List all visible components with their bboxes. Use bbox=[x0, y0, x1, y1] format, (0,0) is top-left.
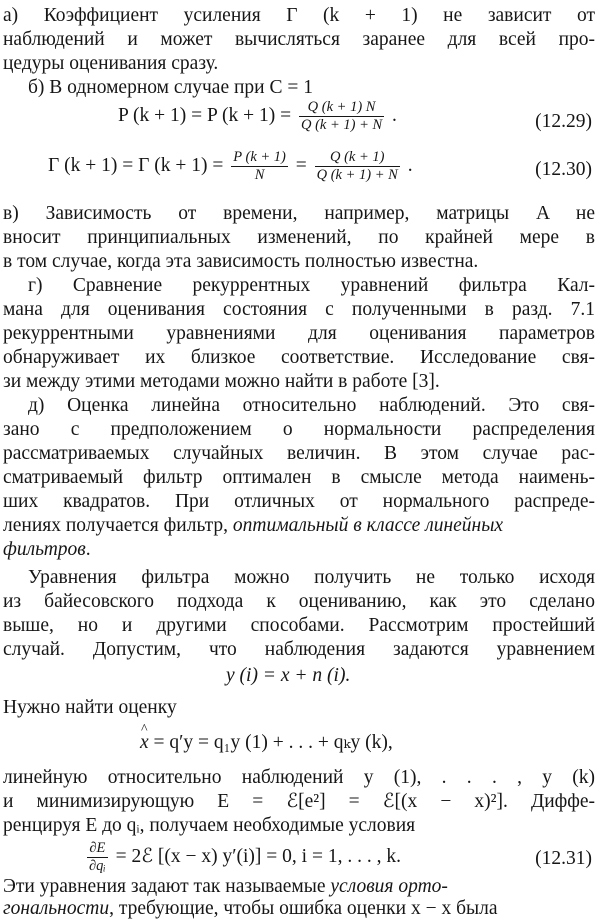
equation-12-31 bbox=[84, 840, 401, 875]
text-line: Нужно найти оценку bbox=[3, 697, 177, 718]
text-span: лениях получается фильтр, bbox=[3, 515, 228, 536]
text-line bbox=[3, 514, 503, 538]
italic-phrase: фильтров bbox=[3, 539, 86, 560]
eq-lhs: P (k + 1) = P (k + 1) = bbox=[118, 104, 292, 126]
text-line: вносит принципиальных изменений, по крайней мере в bbox=[3, 227, 595, 248]
text-line bbox=[3, 875, 448, 899]
text-span: . bbox=[85, 539, 91, 560]
equation-number: (12.31) bbox=[535, 848, 592, 869]
fraction-numerator: Q (k + 1) N bbox=[307, 99, 376, 115]
text-line: цедуры оценивания сразу. bbox=[3, 53, 219, 74]
text-line: ренцируя E до qᵢ, получаем необходимые условия bbox=[3, 815, 416, 836]
text-line: случай. Допустим, что наблюдения задаются уравнением bbox=[3, 639, 595, 660]
text-line: обнаруживает их близкое соответствие. Исследование свя- bbox=[3, 347, 595, 368]
text-line: д) Оценка линейна относительно наблюдений. Это свя- bbox=[28, 395, 595, 416]
text-line: зи между этими методами можно найти в работе [3]. bbox=[3, 371, 440, 392]
fraction-numerator: Q (k + 1) bbox=[329, 149, 385, 165]
fraction-denominator: N bbox=[231, 166, 288, 184]
eq-tail: . bbox=[407, 154, 413, 176]
x-hat: ^ x bbox=[140, 731, 149, 755]
fraction-numerator: ∂E bbox=[89, 840, 106, 856]
text-line: Уравнения фильтра можно получить не только исходя bbox=[28, 567, 595, 588]
fraction bbox=[315, 149, 400, 184]
eq-tail: . bbox=[392, 104, 397, 126]
text-line: рекуррентными уравнениями для оценивания параметров bbox=[3, 323, 595, 344]
fraction-numerator: P (k + 1) bbox=[233, 149, 286, 165]
equation-number: (12.30) bbox=[535, 159, 592, 180]
text-line: в том случае, когда эта зависимость полностью известна. bbox=[3, 251, 479, 272]
equation-number: (12.29) bbox=[535, 111, 592, 132]
eq-rhs: = q′y = q₁y (1) + . . . + qₖy (k), bbox=[153, 732, 393, 753]
text-line: ших квадратов. При отличных от нормального распреде- bbox=[3, 491, 595, 512]
fraction bbox=[299, 99, 384, 134]
fraction bbox=[231, 149, 288, 184]
text-line: г) Сравнение рекуррентных уравнений фильтра Кал- bbox=[28, 275, 595, 296]
equation-estimate bbox=[140, 731, 393, 755]
eq-lhs: Γ (k + 1) = Γ (k + 1) = bbox=[48, 154, 224, 176]
text-line: сматриваемый фильтр оптимален в смысле метода наимень- bbox=[3, 467, 595, 488]
italic-phrase: условия орто- bbox=[330, 876, 448, 897]
fraction-denominator: ∂qᵢ bbox=[89, 858, 106, 874]
text-line: рассматриваемых случайных величин. В этом случае рас- bbox=[3, 443, 595, 464]
text-line: и минимизирующую E = ℰ[e²] = ℰ[(x − x)²]. Диффе- bbox=[3, 791, 595, 812]
text-line: наблюдений и может вычисляться заранее для всей про- bbox=[3, 29, 595, 50]
text-line: б) В одномерном случае при C = 1 bbox=[28, 77, 313, 98]
equation-12-29 bbox=[118, 99, 397, 134]
italic-phrase: оптимальный в классе линейных bbox=[232, 515, 504, 536]
text-line bbox=[3, 897, 498, 921]
text-span: , требующие, чтобы ошибка оценки x − x была bbox=[109, 898, 498, 919]
text-line: линейную относительно наблюдений y (1), . . . , y (k) bbox=[3, 767, 595, 788]
equation-12-30 bbox=[48, 149, 413, 184]
text-line: мана для оценивания состояния с полученными в разд. 7.1 bbox=[3, 299, 595, 320]
text-line: а) Коэффициент усиления Γ (k + 1) не зависит от bbox=[3, 5, 595, 26]
fraction-denominator: Q (k + 1) + N bbox=[300, 117, 383, 133]
italic-phrase: гональности bbox=[3, 898, 110, 919]
eq-rhs: = 2ℰ [(x − x) y′(i)] = 0, i = 1, . . . , k. bbox=[115, 845, 401, 867]
eq-mid: = bbox=[295, 154, 307, 176]
fraction-denominator: Q (k + 1) + N bbox=[316, 167, 398, 183]
text-line: в) Зависимость от времени, например, матрицы A не bbox=[3, 203, 595, 224]
fraction bbox=[87, 840, 108, 875]
text-line bbox=[3, 538, 91, 562]
text-span: Эти уравнения задают так называемые bbox=[3, 876, 326, 897]
equation-observation: y (i) = x + n (i). bbox=[226, 665, 351, 686]
text-line: зано с предположением о нормальности распределения bbox=[3, 419, 595, 440]
text-line: выше, но и другими способами. Рассмотрим простейший bbox=[3, 615, 595, 636]
text-line: из байесовского подхода к оцениванию, как это сделано bbox=[3, 591, 595, 612]
